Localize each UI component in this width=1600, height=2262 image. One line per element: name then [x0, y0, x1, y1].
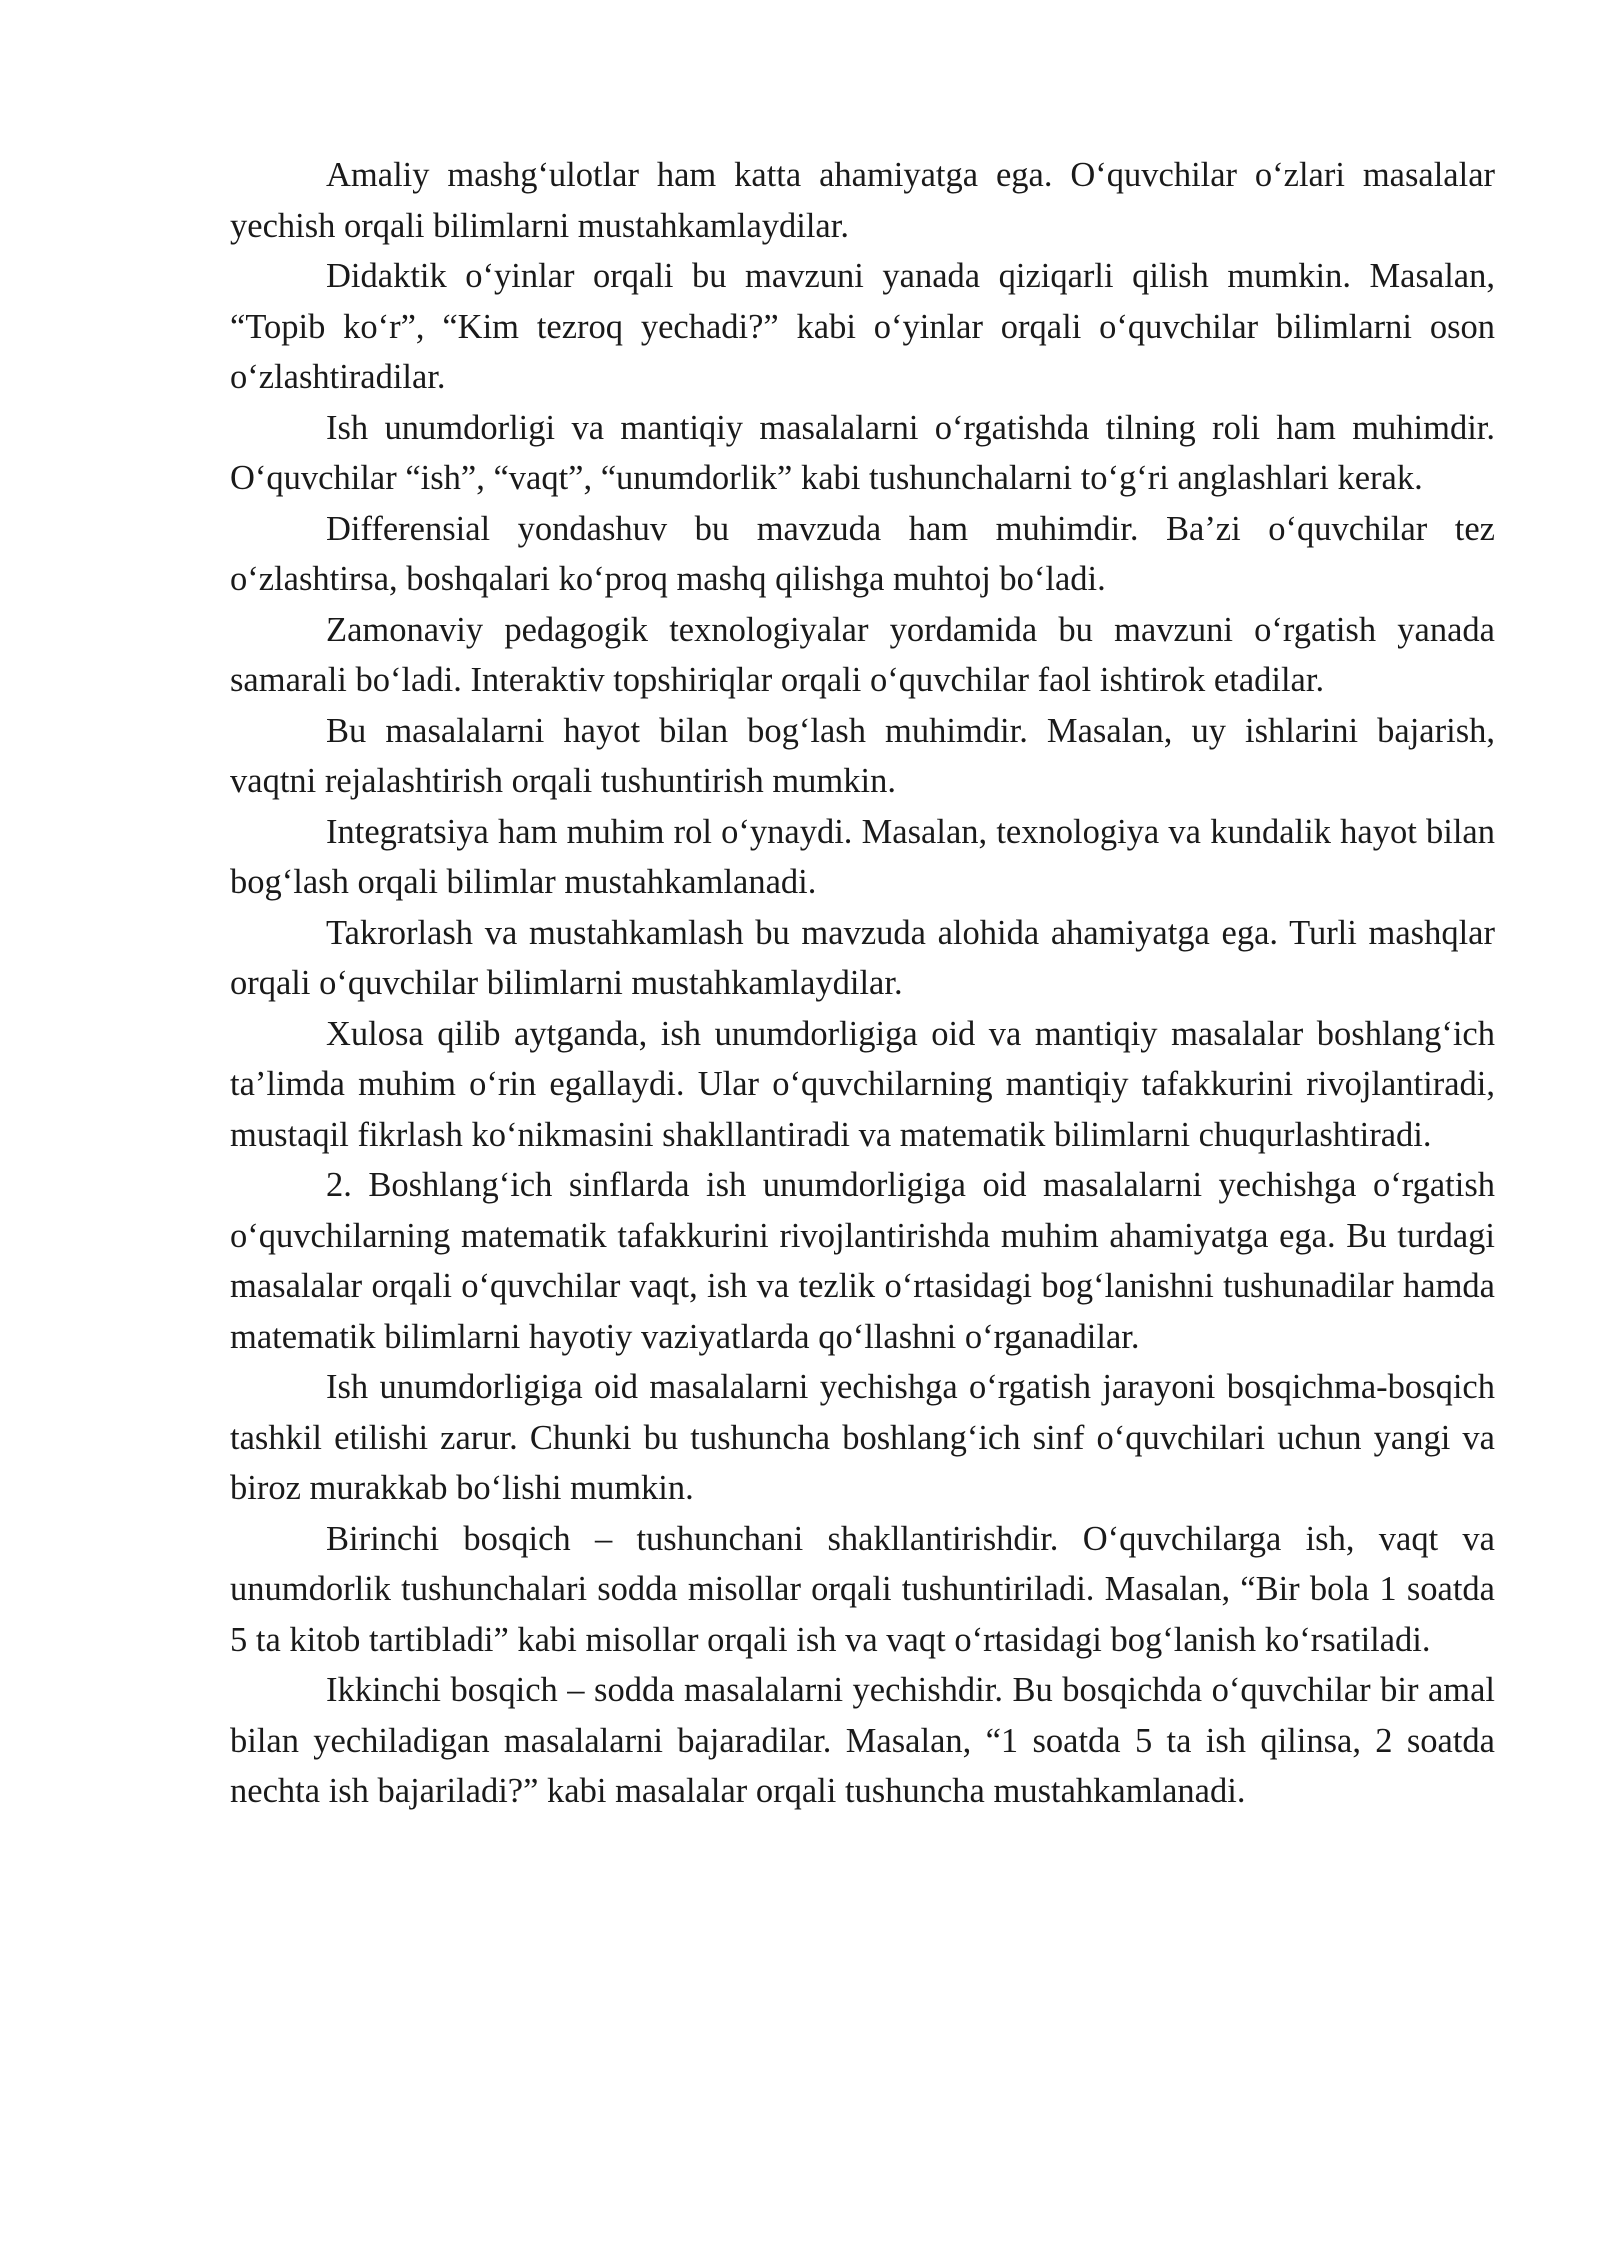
paragraph-stepwise-process: Ish unumdorligiga oid masalalarni yechishga o‘rgatish jarayoni bosqichma-bosqich tashkil etilishi zarur. Chunki bu tushuncha boshlang‘ich sinf o‘quvchilari uchun yangi va biroz murakkab bo‘lishi mumkin.	[230, 1368, 1495, 1507]
paragraph-modern-technologies: Zamonaviy pedagogik texnologiyalar yordamida bu mavzuni o‘rgatish yanada samarali bo‘ladi. Interaktiv topshiriqlar orqali o‘quvchilar faol ishtirok etadilar.	[230, 610, 1495, 699]
paragraph-life-connection: Bu masalalarni hayot bilan bog‘lash muhimdir. Masalan, uy ishlarini bajarish, vaqtni rejalashtirish orqali tushuntirish mumkin.	[230, 711, 1495, 800]
paragraph-first-stage: Birinchi bosqich – tushunchani shakllantirishdir. O‘quvchilarga ish, vaqt va unumdorlik tushunchalari sodda misollar orqali tushuntiriladi. Masalan, “Bir bola 1 soatda 5 ta kitob tartibladi” kabi misollar orqali ish va vaqt o‘rtasidagi bog‘lanish ko‘rsatiladi.	[230, 1519, 1495, 1659]
paragraph-conclusion: Xulosa qilib aytganda, ish unumdorligiga oid va mantiqiy masalalar boshlang‘ich ta’limda muhim o‘rin egallaydi. Ular o‘quvchilarning mantiqiy tafakkurini rivojlantiradi, mustaqil fikrlash ko‘nikmasini shakllantiradi va matematik bilimlarni chuqurlashtiradi.	[230, 1014, 1495, 1154]
paragraph-language-role: Ish unumdorligi va mantiqiy masalalarni o‘rgatishda tilning roli ham muhimdir. O‘quvchilar “ish”, “vaqt”, “unumdorlik” kabi tushunchalarni to‘g‘ri anglashlari kerak.	[230, 408, 1495, 497]
paragraph-integration: Integratsiya ham muhim rol o‘ynaydi. Masalan, texnologiya va kundalik hayot bilan bog‘lash orqali bilimlar mustahkamlanadi.	[230, 812, 1495, 901]
paragraph-didactic-games: Didaktik o‘yinlar orqali bu mavzuni yanada qiziqarli qilish mumkin. Masalan, “Topib ko‘r”, “Kim tezroq yechadi?” kabi o‘yinlar orqali o‘quvchilar bilimlarni oson o‘zlashtiradilar.	[230, 257, 1495, 396]
paragraph-differential-approach: Differensial yondashuv bu mavzuda ham muhimdir. Ba’zi o‘quvchilar tez o‘zlashtirsa, boshqalari ko‘proq mashq qilishga muhtoj bo‘ladi.	[230, 509, 1495, 598]
paragraph-second-stage: Ikkinchi bosqich – sodda masalalarni yechishdir. Bu bosqichda o‘quvchilar bir amal bilan yechiladigan masalalarni bajaradilar. Masalan, “1 soatda 5 ta ish qilinsa, 2 soatda nechta ish bajariladi?” kabi masalalar orqali tushuncha mustahkamlanadi.	[230, 1671, 1495, 1810]
paragraph-practical-lessons: Amaliy mashg‘ulotlar ham katta ahamiyatga ega. O‘quvchilar o‘zlari masalalar yechish orqali bilimlarni mustahkamlaydilar.	[230, 156, 1495, 245]
paragraph-section-2: 2. Boshlang‘ich sinflarda ish unumdorligiga oid masalalarni yechishga o‘rgatish o‘quvchilarning matematik tafakkurini rivojlantirishda muhim ahamiyatga ega. Bu turdagi masalalar orqali o‘quvchilar vaqt, ish va tezlik o‘rtasidagi bog‘lanishni tushunadilar hamda matematik bilimlarni hayotiy vaziyatlarda qo‘llashni o‘rganadilar.	[230, 1166, 1495, 1356]
paragraph-repetition: Takrorlash va mustahkamlash bu mavzuda alohida ahamiyatga ega. Turli mashqlar orqali o‘quvchilar bilimlarni mustahkamlaydilar.	[230, 913, 1495, 1002]
document-page	[230, 150, 1495, 1817]
